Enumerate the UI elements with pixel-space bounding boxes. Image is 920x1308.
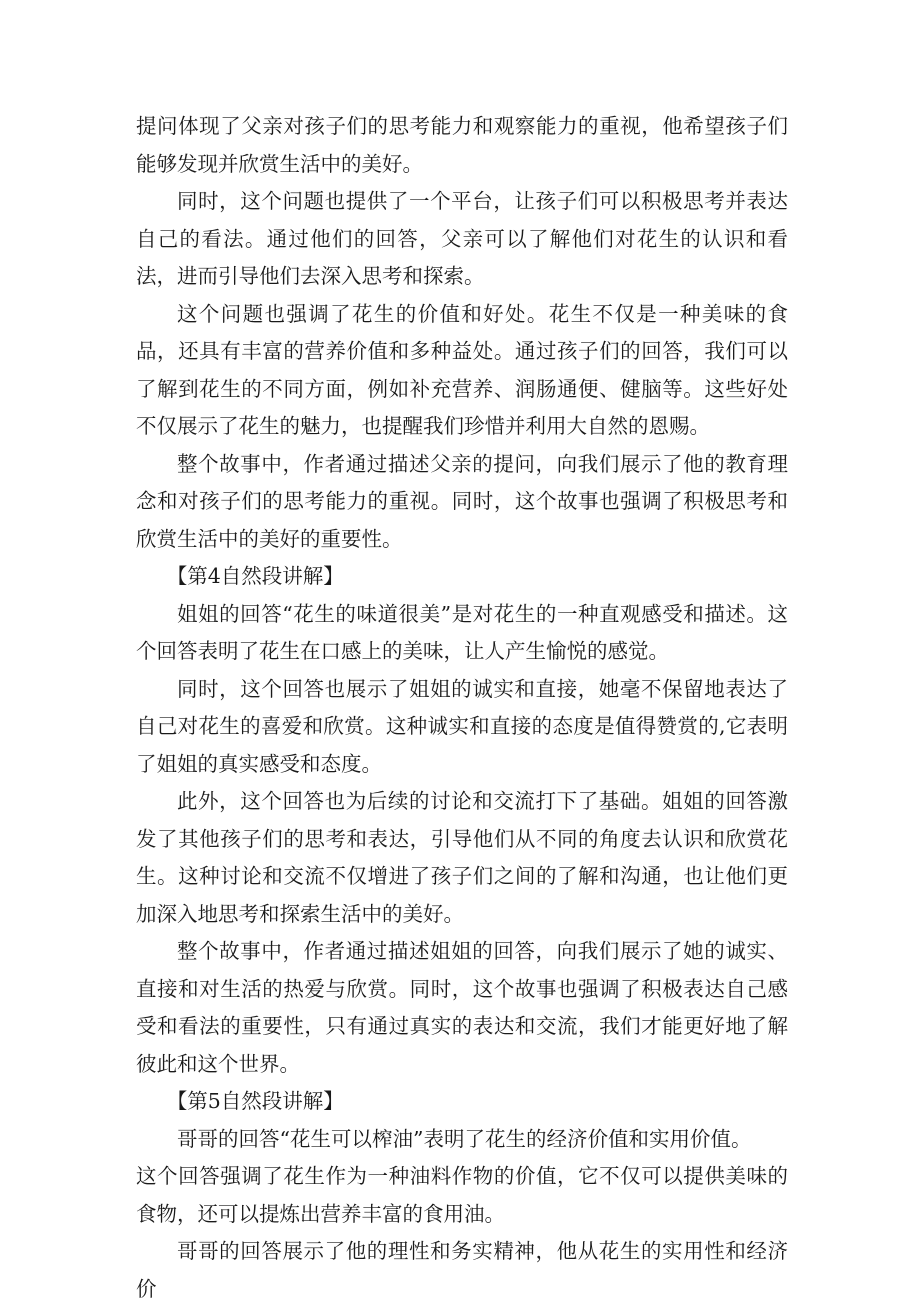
paragraph: 同时，这个回答也展示了姐姐的诚实和直接，她毫不保留地表达了自己对花生的喜爱和欣赏。这种诚实和直接的态度是值得赞赏的,它表明了姐姐的真实感受和态度。 (136, 676, 788, 776)
article-body (136, 108, 788, 1308)
section-heading-5: 【第5自然段讲解】 (166, 1089, 344, 1113)
paragraph: 哥哥的回答展示了他的理性和务实精神，他从花生的实用性和经济价 (136, 1239, 788, 1301)
paragraph-continuation: 提问体现了父亲对孩子们的思考能力和观察能力的重视，他希望孩子们能够发现并欣赏生活中的美好。 (136, 114, 788, 176)
paragraph: 这个问题也强调了花生的价值和好处。花生不仅是一种美味的食品，还具有丰富的营养价值和多种益处。通过孩子们的回答，我们可以了解到花生的不同方面，例如补充营养、润肠通便、健脑等。这些好处不仅展示了花生的魅力，也提醒我们珍惜并利用大自然的恩赐。 (136, 301, 788, 438)
paragraph: 哥哥的回答“花生可以榨油”表明了花生的经济价值和实用价值。 (177, 1126, 752, 1151)
paragraph: 姐姐的回答“花生的味道很美”是对花生的一种直观感受和描述。这个回答表明了花生在口感上的美味，让人产生愉悦的感觉。 (136, 601, 788, 663)
paragraph: 整个故事中，作者通过描述父亲的提问，向我们展示了他的教育理念和对孩子们的思考能力的重视。同时，这个故事也强调了积极思考和欣赏生活中的美好的重要性。 (136, 451, 788, 551)
paragraph-continuation: 这个回答强调了花生作为一种油料作物的价值，它不仅可以提供美味的食物，还可以提炼出营养丰富的食用油。 (136, 1164, 788, 1226)
paragraph: 此外，这个回答也为后续的讨论和交流打下了基础。姐姐的回答激发了其他孩子们的思考和表达，引导他们从不同的角度去认识和欣赏花生。这种讨论和交流不仅增进了孩子们之间的了解和沟通，也让他们更加深入地思考和探索生活中的美好。 (136, 789, 788, 926)
paragraph: 整个故事中，作者通过描述姐姐的回答，向我们展示了她的诚实、直接和对生活的热爱与欣赏。同时，这个故事也强调了积极表达自己感受和看法的重要性，只有通过真实的表达和交流，我们才能更好地了解彼此和这个世界。 (136, 939, 788, 1076)
paragraph: 同时，这个问题也提供了一个平台，让孩子们可以积极思考并表达自己的看法。通过他们的回答，父亲可以了解他们对花生的认识和看法，进而引导他们去深入思考和探索。 (136, 189, 788, 288)
section-heading-4: 【第4自然段讲解】 (166, 564, 344, 588)
